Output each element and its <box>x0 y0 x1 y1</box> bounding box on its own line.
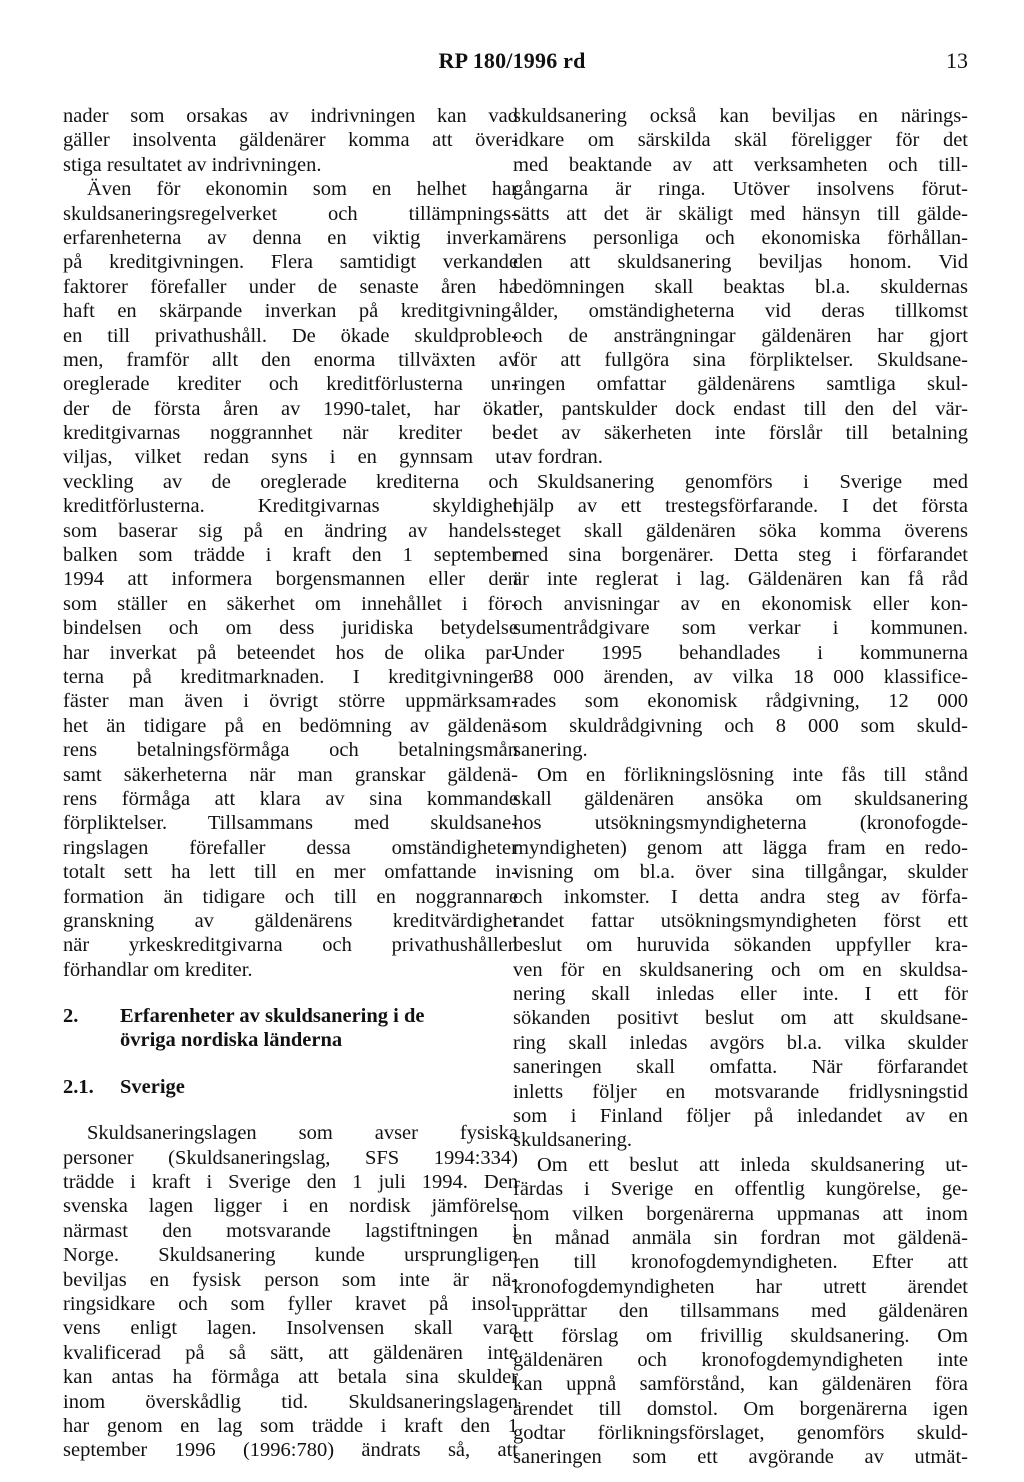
text-line: nering skall inledas eller inte. I ett för <box>513 983 968 1006</box>
text-line: en månad anmäla sin fordran mot gäldenä- <box>513 1226 968 1249</box>
text-line: september 1996 (1996:780) ändrats så, att <box>63 1439 518 1462</box>
text-line: Norge. Skuldsanering kunde ursprungligen <box>63 1244 518 1267</box>
text-line: idkare om särskilda skäl föreligger för det <box>513 129 968 152</box>
text-line: ringslagen förefaller dessa omständigheter <box>63 836 518 859</box>
text-line: som skuldrådgivning och 8 000 som skuld- <box>513 714 968 737</box>
page-number: 13 <box>946 48 968 73</box>
text-line: ring skall inledas avgörs bl.a. vilka skulder <box>513 1031 968 1054</box>
text-line: der, pantskulder dock endast till den del vär- <box>513 397 968 420</box>
text-line: bindelsen och om dess juridiska betydelse <box>63 617 518 640</box>
text-line: stiga resultatet av indrivningen. <box>63 153 322 176</box>
text-line: svenska lagen ligger i en nordisk jämförelse <box>63 1195 518 1218</box>
text-line: Om ett beslut att inleda skuldsanering ut- <box>537 1153 968 1176</box>
text-line: kvalificerad på så sätt, att gäldenären inte <box>63 1341 518 1364</box>
text-line: vens enligt lagen. Insolvensen skall vara <box>63 1317 518 1340</box>
text-line: saneringen som ett avgörande av utmät- <box>513 1446 968 1469</box>
text-line: och anvisningar av en ekonomisk eller kon- <box>513 592 968 615</box>
text-line: kreditförlusterna. Kreditgivarnas skyldighet <box>63 495 518 518</box>
text-line: som ställer en säkerhet om innehållet i för- <box>63 592 518 615</box>
text-line: rens förmåga att klara av sina kommande <box>63 787 518 810</box>
text-line: som i Finland följer på inledandet av en <box>513 1105 968 1128</box>
text-line: ett förslag om frivillig skuldsanering. Om <box>513 1324 968 1347</box>
text-line: Även för ekonomin som en helhet har <box>87 178 518 201</box>
text-line: kreditgivarnas noggrannhet när krediter be- <box>63 422 518 445</box>
text-line: skall gäldenären ansöka om skuldsanering <box>513 787 968 810</box>
document-id: RP 180/1996 rd <box>438 48 586 73</box>
text-line: gäldenären och kronofogdemyndigheten inte <box>513 1348 968 1371</box>
text-line: totalt sett ha lett till en mer omfattande in- <box>63 861 518 884</box>
paragraph <box>513 470 968 763</box>
text-line: kronofogdemyndigheten har utrett ärendet <box>513 1275 968 1298</box>
text-line: när yrkeskreditgivarna och privathushållen <box>63 934 518 957</box>
text-line: närmast den motsvarande lagstiftningen i <box>63 1219 518 1242</box>
text-line: inom överskådlig tid. Skuldsaneringslagen <box>63 1390 518 1413</box>
text-line: saneringen skall omfatta. När förfarandet <box>513 1056 968 1079</box>
text-line: viljas, vilket redan syns i en gynnsam ut- <box>63 446 518 469</box>
text-line: veckling av de oreglerade krediterna och <box>63 470 518 493</box>
subsection-title: Sverige <box>120 1075 185 1098</box>
text-line: har genom en lag som trädde i kraft den 1 <box>63 1414 518 1437</box>
text-line: har inverkat på beteendet hos de olika par- <box>63 641 518 664</box>
text-line: gångarna är ringa. Utöver insolvens förut- <box>513 178 968 201</box>
left-column <box>63 104 518 1463</box>
text-line: ringsidkare och som fyller kravet på insol- <box>63 1292 518 1315</box>
text-line: beviljas en fysisk person som inte är nä- <box>63 1268 518 1291</box>
subsection-number: 2.1. <box>63 1075 94 1098</box>
text-line: ringen omfattar gäldenärens samtliga skul- <box>513 373 968 396</box>
text-line: förpliktelser. Tillsammans med skuldsane- <box>63 812 518 835</box>
text-line: det av säkerheten inte förslår till betalning <box>513 422 968 445</box>
text-line: på kreditgivningen. Flera samtidigt verkande <box>63 251 518 274</box>
page-header <box>0 48 1024 84</box>
text-line: kan antas ha förmåga att betala sina skulder <box>63 1366 518 1389</box>
text-line: 38 000 ärenden, av vilka 18 000 klassifice- <box>513 665 968 688</box>
text-line: ven för en skuldsanering och om en skuldsa- <box>513 958 968 981</box>
section-title-line-2: övriga nordiska länderna <box>120 1029 343 1052</box>
text-line: rens betalningsförmåga och betalningsmån <box>63 739 518 762</box>
text-line: Om en förlikningslösning inte fås till stånd <box>537 763 968 786</box>
text-line: Skuldsanering genomförs i Sverige med <box>537 470 968 493</box>
text-line: haft en skärpande inverkan på kreditgivning- <box>63 300 518 323</box>
section-heading <box>63 1004 518 1028</box>
text-line: närens personliga och ekonomiska förhållan- <box>513 226 968 249</box>
text-line: ålder, omständigheterna vid deras tillkomst <box>513 300 968 323</box>
text-line: visning om bl.a. över sina tillgångar, skulder <box>513 861 968 884</box>
text-line: hjälp av ett trestegsförfarande. I det första <box>513 495 968 518</box>
text-line: Under 1995 behandlades i kommunerna <box>513 641 968 664</box>
subsection-heading <box>63 1075 518 1099</box>
text-line: är inte reglerat i lag. Gäldenären kan få råd <box>513 568 968 591</box>
text-line: med beaktande av att verksamheten och till- <box>513 153 968 176</box>
paragraph <box>63 1121 518 1462</box>
text-line: ren till kronofogdemyndigheten. Efter att <box>513 1251 968 1274</box>
text-line: kan uppnå samförstånd, kan gäldenären föra <box>513 1373 968 1396</box>
text-line: 1994 att informera borgensmannen eller den <box>63 568 518 591</box>
text-line: skuldsanering också kan beviljas en närings- <box>513 105 968 127</box>
text-line: upprättar den tillsammans med gäldenären <box>513 1300 968 1323</box>
section-title-line-1: Erfarenheter av skuldsanering i de <box>120 1005 425 1028</box>
text-line: en till privathushåll. De ökade skuldproble- <box>63 324 518 347</box>
text-line: för att fullgöra sina förpliktelser. Skuldsane- <box>513 348 968 371</box>
text-line: faktorer förefaller under de senaste åren ha <box>63 275 518 298</box>
text-line: beslut om huruvida sökanden uppfyller kra- <box>513 934 968 957</box>
text-line: med sina borgenärer. Detta steg i förfarandet <box>513 544 968 567</box>
text-line: het än tidigare på en bedömning av gäldenä- <box>63 714 518 737</box>
right-column <box>513 104 968 1470</box>
text-line: gäller insolventa gäldenärer komma att över- <box>63 129 518 152</box>
paragraph <box>513 1153 968 1470</box>
text-line: sanering. <box>513 739 588 762</box>
text-line: skuldsanering. <box>513 1129 632 1152</box>
text-line: inletts följer en motsvarande fridlysningstid <box>513 1080 968 1103</box>
text-line: oreglerade krediter och kreditförlusterna un- <box>63 373 518 396</box>
text-line: som baserar sig på en ändring av handels- <box>63 519 518 542</box>
paragraph <box>513 104 968 470</box>
paragraph <box>63 177 518 982</box>
text-line: samt säkerheterna när man granskar gäldenä- <box>63 763 518 786</box>
text-line: der de första åren av 1990-talet, har ökat <box>63 397 518 420</box>
text-line: trädde i kraft i Sverige den 1 juli 1994. Den <box>63 1171 518 1194</box>
text-line: skuldsaneringsregelverket och tillämpnings- <box>63 202 518 225</box>
text-line: bedömningen skall beaktas bl.a. skuldernas <box>513 275 968 298</box>
section-number: 2. <box>63 1005 79 1028</box>
text-line: steget skall gäldenären söka komma överens <box>513 519 968 542</box>
text-line: formation än tidigare och till en noggrannare <box>63 885 518 908</box>
text-line: randet fattar utsökningsmyndigheten först ett <box>513 909 968 932</box>
text-line: nom vilken borgenärerna uppmanas att inom <box>513 1202 968 1225</box>
paragraph <box>63 104 518 177</box>
text-line: hos utsökningsmyndigheterna (kronofogde- <box>513 812 968 835</box>
text-line: myndigheten) genom att lägga fram en redo- <box>513 836 968 859</box>
text-line: sumentrådgivare som verkar i kommunen. <box>513 617 968 640</box>
text-line: Skuldsaneringslagen som avser fysiska <box>87 1122 518 1145</box>
text-line: av fordran. <box>513 446 603 469</box>
text-line: förhandlar om krediter. <box>63 958 253 981</box>
text-line: och inkomster. I detta andra steg av förfa- <box>513 885 968 908</box>
text-line: rades som ekonomisk rådgivning, 12 000 <box>513 690 968 713</box>
text-line: sätts att det är skäligt med hänsyn till gälde- <box>513 202 968 225</box>
text-line: godtar förlikningsförslaget, genomförs skuld- <box>513 1422 968 1445</box>
text-line: men, framför allt den enorma tillväxten av <box>63 348 518 371</box>
text-line: erfarenheterna av denna en viktig inverkan <box>63 226 518 249</box>
section-heading-continued <box>63 1028 518 1052</box>
text-line: och de ansträngningar gäldenären har gjort <box>513 324 968 347</box>
text-line: ärendet till domstol. Om borgenärerna igen <box>513 1397 968 1420</box>
paragraph <box>513 763 968 1153</box>
text-line: granskning av gäldenärens kreditvärdighet <box>63 909 518 932</box>
text-line: personer (Skuldsaneringslag, SFS 1994:334) <box>63 1146 518 1169</box>
text-line: balken som trädde i kraft den 1 september <box>63 544 518 567</box>
text-line: terna på kreditmarknaden. I kreditgivningen <box>63 665 518 688</box>
text-line: fäster man även i övrigt större uppmärksam- <box>63 690 518 713</box>
text-line: den att skuldsanering beviljas honom. Vid <box>513 251 968 274</box>
text-line: färdas i Sverige en offentlig kungörelse, ge- <box>513 1178 968 1201</box>
text-line: sökanden positivt beslut om att skuldsane- <box>513 1007 968 1030</box>
text-line: nader som orsakas av indrivningen kan vad <box>63 105 518 127</box>
